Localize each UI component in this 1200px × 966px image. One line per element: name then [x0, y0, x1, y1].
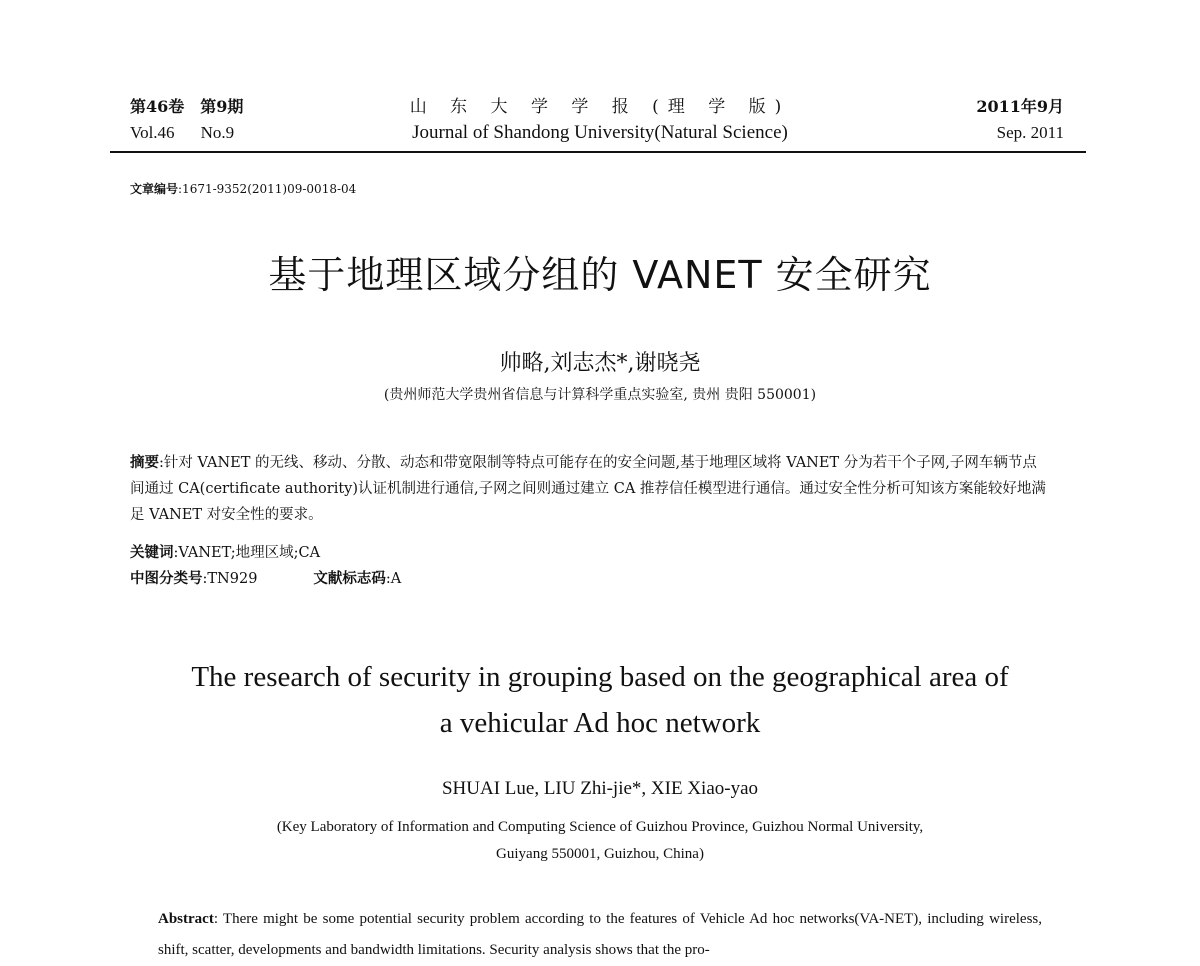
page-title-cn: 基于地理区域分组的 VANET 安全研究: [268, 253, 932, 297]
keywords-cn-value: :VANET;地理区域;CA: [173, 545, 321, 561]
keywords-cn: [130, 540, 401, 566]
article-number-value: :1671-9352(2011)09-0018-04: [178, 182, 357, 196]
abstract-cn-label: 摘要: [130, 455, 159, 471]
journal-name-en: Journal of Shandong University(Natural Science): [412, 122, 788, 143]
abstract-en-text: : There might be some potential security problem according to the features of Vehicle Ad hoc networks(VA-NET), including wireless, shift, scatter, developments and bandwidth limitations. Security analysis shows that the pro-: [158, 911, 1042, 958]
issue-date-en: Sep. 2011: [996, 123, 1064, 142]
article-number: [130, 180, 356, 197]
journal-name-cn: 山 东 大 学 学 报 (理 学 版): [409, 97, 791, 117]
affiliation-en-line2: Guiyang 550001, Guizhou, China): [496, 846, 704, 862]
affiliation-cn: (贵州师范大学贵州省信息与计算科学重点实验室, 贵州 贵阳 550001): [383, 387, 817, 403]
volume-issue: [130, 94, 243, 146]
authors-en: SHUAI Lue, LIU Zhi-jie*, XIE Xiao-yao: [441, 778, 759, 799]
page-title-en: [0, 654, 1200, 746]
clc-label: 中图分类号: [130, 571, 203, 587]
keywords-cn-label: 关键词: [130, 545, 174, 561]
abstract-en-label: Abstract: [158, 911, 214, 927]
issue-date: [976, 94, 1064, 146]
abstract-en: [158, 904, 1042, 966]
journal-name: [360, 94, 840, 146]
article-number-label: 文章编号: [130, 182, 179, 196]
title-en-line1: The research of security in grouping based on the geographical area of: [191, 661, 1009, 693]
abstract-cn: [130, 450, 1048, 528]
affiliation-en-line1: (Key Laboratory of Information and Computing Science of Guizhou Province, Guizhou Normal University,: [276, 819, 924, 835]
classification-cn: [130, 566, 401, 592]
abstract-cn-text: :针对 VANET 的无线、移动、分散、动态和带宽限制等特点可能存在的安全问题,基于地理区域将 VANET 分为若干个子网,子网车辆节点间通过 CA(certificate authority)认证机制进行通信,子网之间则通过建立 CA 推荐信任模型进行通信。通过安全性分析可知该方案能较好地满足 VANET 对安全性的要求。: [130, 455, 1046, 523]
doc-code-label: 文献标志码: [313, 571, 386, 587]
affiliation-en: [0, 814, 1200, 868]
cn-metadata: [130, 540, 401, 592]
header-divider: [110, 151, 1086, 153]
issue-date-cn: 2011年9月: [976, 97, 1064, 116]
authors-cn: 帅略,刘志杰*,谢晓尧: [499, 351, 701, 376]
doc-code-value: :A: [385, 571, 402, 587]
title-en-line2: a vehicular Ad hoc network: [439, 707, 761, 739]
clc-value: :TN929: [202, 571, 258, 587]
issue-en: No.9: [200, 123, 235, 142]
volume-cn: 第46卷: [130, 97, 185, 116]
volume-en: Vol.46: [130, 123, 175, 142]
issue-cn: 第9期: [200, 97, 244, 116]
